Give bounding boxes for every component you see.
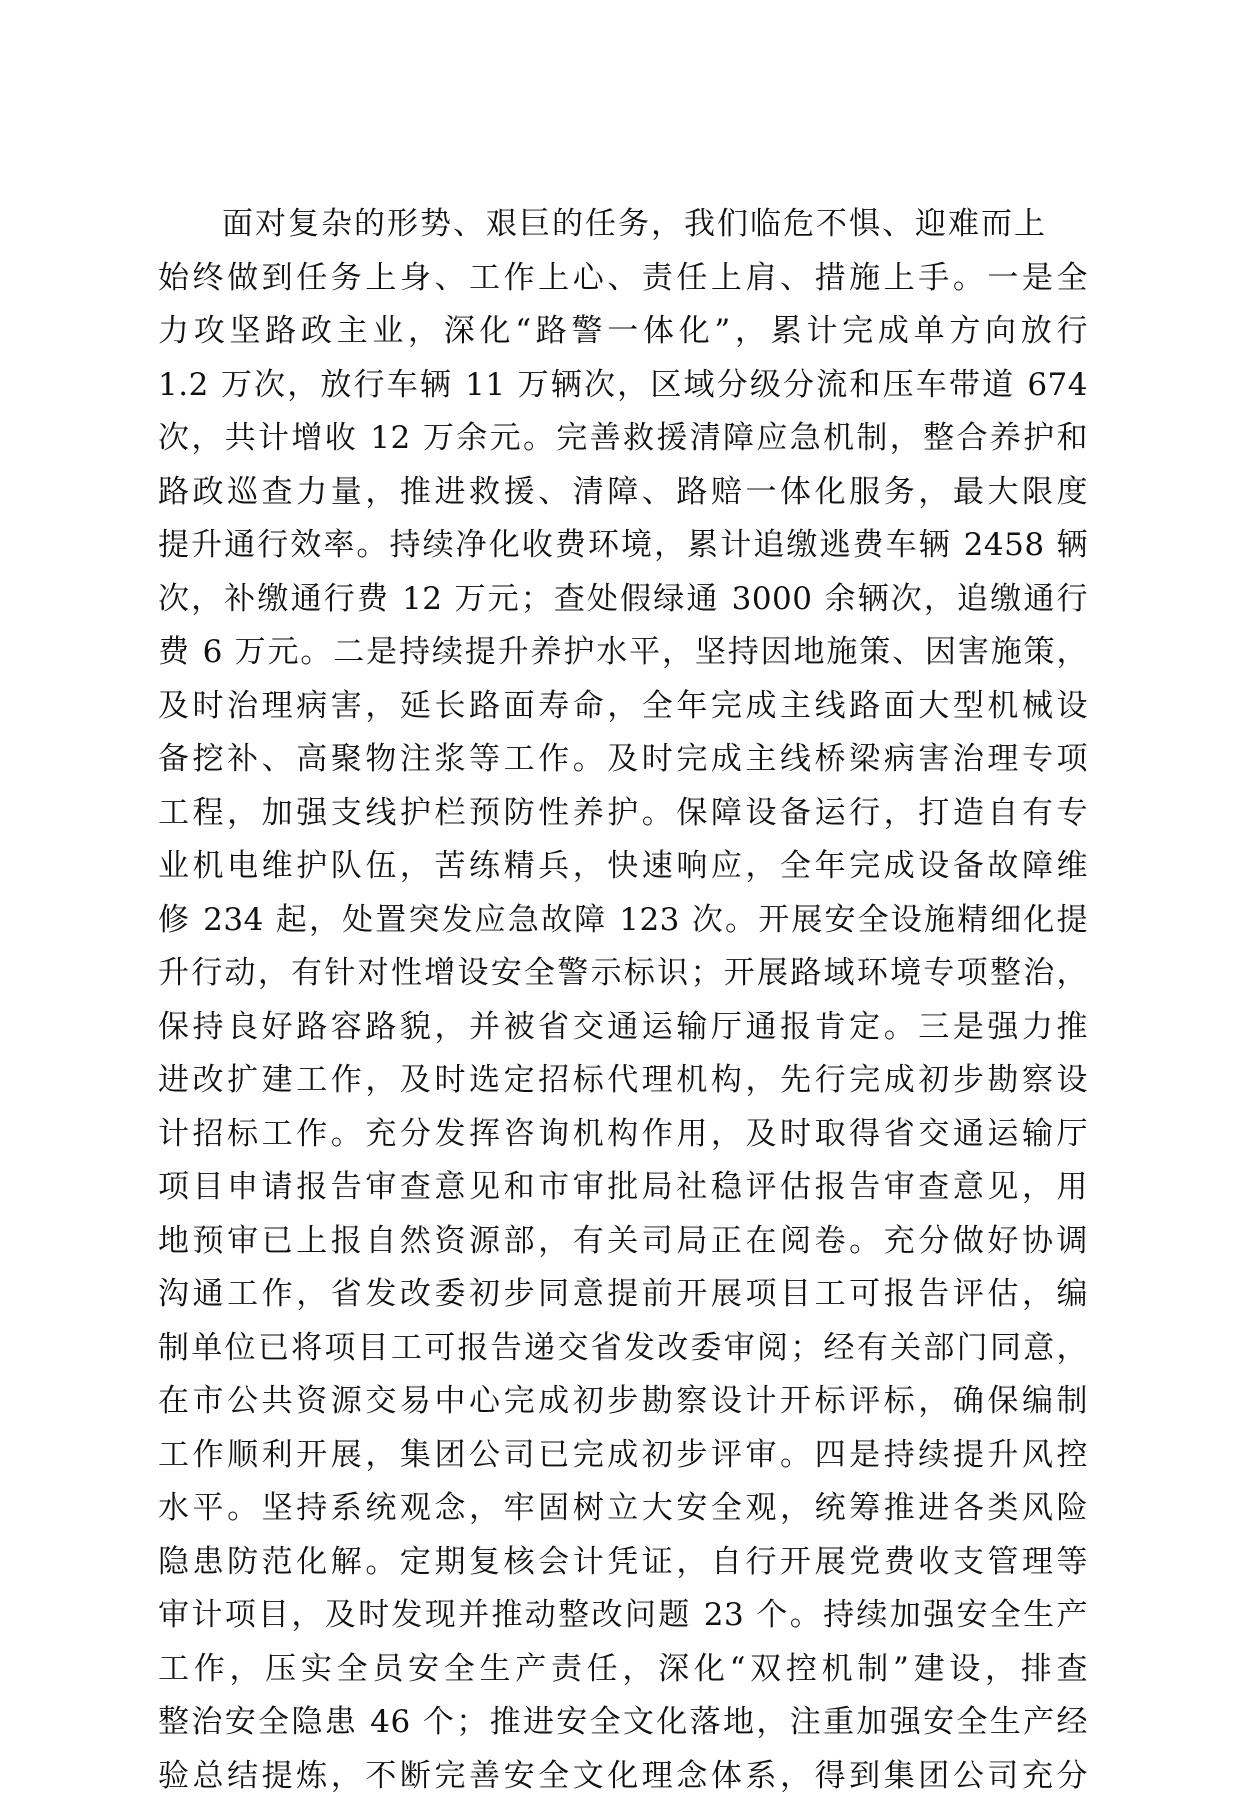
text-line: 升行动，有针对性增设安全警示标识；开展路域环境专项整治， bbox=[158, 947, 1088, 1001]
text-line: 地预审已上报自然资源部，有关司局正在阅卷。充分做好协调 bbox=[158, 1215, 1088, 1269]
text-line: 次，补缴通行费 12 万元；查处假绿通 3000 余辆次，追缴通行 bbox=[158, 573, 1088, 627]
text-line: 备挖补、高聚物注浆等工作。及时完成主线桥梁病害治理专项 bbox=[158, 733, 1088, 787]
text-line: 整治安全隐患 46 个；推进安全文化落地，注重加强安全生产经 bbox=[158, 1696, 1088, 1750]
text-line: 沟通工作，省发改委初步同意提前开展项目工可报告评估，编 bbox=[158, 1268, 1088, 1322]
text-line: 项目申请报告审查意见和市审批局社稳评估报告审查意见，用 bbox=[158, 1161, 1088, 1215]
text-line: 隐患防范化解。定期复核会计凭证，自行开展党费收支管理等 bbox=[158, 1536, 1088, 1590]
text-line: 在市公共资源交易中心完成初步勘察设计开标评标，确保编制 bbox=[158, 1375, 1088, 1429]
body-paragraph bbox=[158, 198, 1088, 1803]
text-line: 面对复杂的形势、艰巨的任务，我们临危不惧、迎难而上 bbox=[158, 198, 1088, 252]
text-line: 水平。坚持系统观念，牢固树立大安全观，统筹推进各类风险 bbox=[158, 1482, 1088, 1536]
text-line: 费 6 万元。二是持续提升养护水平，坚持因地施策、因害施策， bbox=[158, 626, 1088, 680]
text-line: 路政巡查力量，推进救援、清障、路赔一体化服务，最大限度 bbox=[158, 466, 1088, 520]
text-line: 工作顺利开展，集团公司已完成初步评审。四是持续提升风控 bbox=[158, 1429, 1088, 1483]
text-line: 保持良好路容路貌，并被省交通运输厅通报肯定。三是强力推 bbox=[158, 1001, 1088, 1055]
text-line: 业机电维护队伍，苦练精兵，快速响应，全年完成设备故障维 bbox=[158, 840, 1088, 894]
text-line: 计招标工作。充分发挥咨询机构作用，及时取得省交通运输厅 bbox=[158, 1108, 1088, 1162]
text-line: 修 234 起，处置突发应急故障 123 次。开展安全设施精细化提 bbox=[158, 894, 1088, 948]
text-line: 审计项目，及时发现并推动整改问题 23 个。持续加强安全生产 bbox=[158, 1589, 1088, 1643]
text-line: 验总结提炼，不断完善安全文化理念体系，得到集团公司充分 bbox=[158, 1750, 1088, 1803]
text-line: 始终做到任务上身、工作上心、责任上肩、措施上手。一是全 bbox=[158, 252, 1088, 306]
text-line: 工作，压实全员安全生产责任，深化“双控机制”建设，排查 bbox=[158, 1643, 1088, 1697]
text-line: 次，共计增收 12 万余元。完善救援清障应急机制，整合养护和 bbox=[158, 412, 1088, 466]
text-line: 制单位已将项目工可报告递交省发改委审阅；经有关部门同意， bbox=[158, 1322, 1088, 1376]
text-line: 提升通行效率。持续净化收费环境，累计追缴逃费车辆 2458 辆 bbox=[158, 519, 1088, 573]
text-line: 工程，加强支线护栏预防性养护。保障设备运行，打造自有专 bbox=[158, 787, 1088, 841]
text-line: 1.2 万次，放行车辆 11 万辆次，区域分级分流和压车带道 674 bbox=[158, 359, 1088, 413]
text-line: 进改扩建工作，及时选定招标代理机构，先行完成初步勘察设 bbox=[158, 1054, 1088, 1108]
text-line: 力攻坚路政主业，深化“路警一体化”，累计完成单方向放行 bbox=[158, 305, 1088, 359]
text-line: 及时治理病害，延长路面寿命，全年完成主线路面大型机械设 bbox=[158, 680, 1088, 734]
